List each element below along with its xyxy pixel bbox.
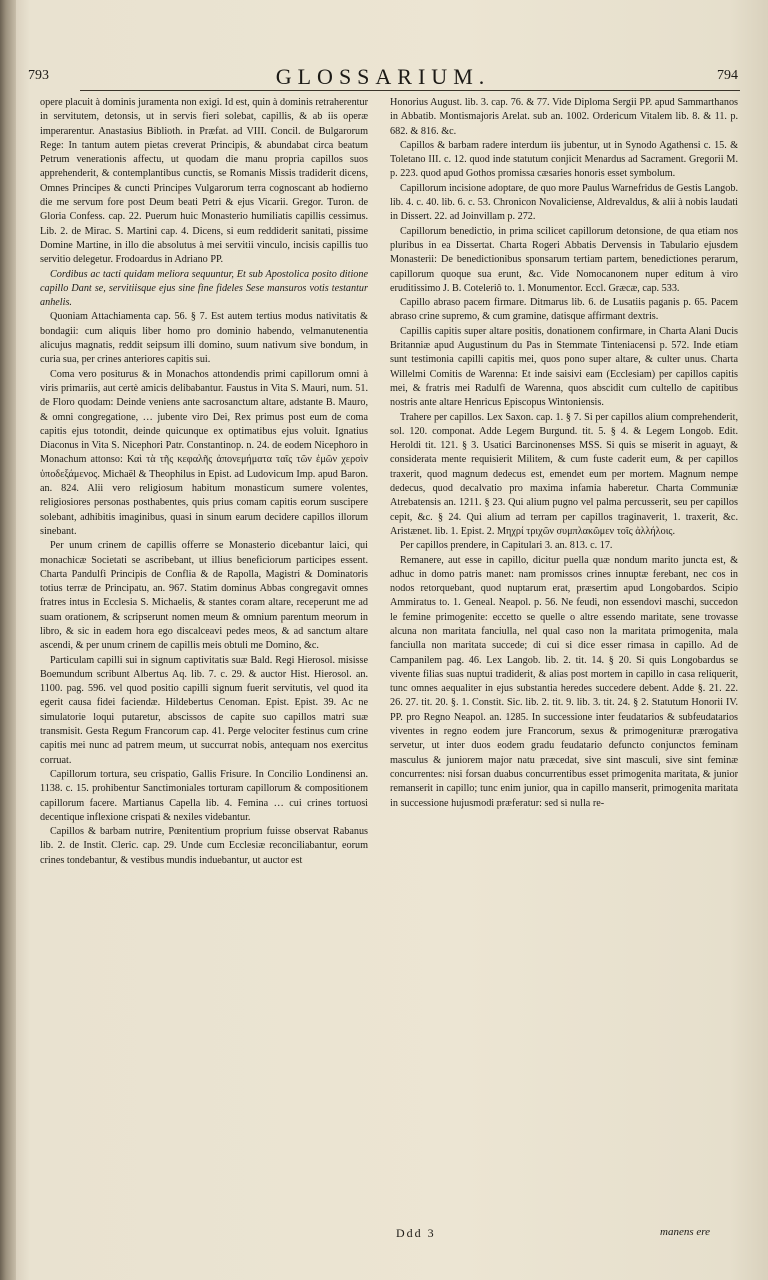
paragraph: opere placuit à dominis juramenta non exigi. Id est, quin à dominis retraherentur in servitutem, detonsis, ut in servis fieri solebat, capillis, & ab iis operæ imperarentur. Anastasius Biblioth. in Præfat. ad VIII. Concil. de Bulgarorum Rege: In tantum autem pietas creverat Principis, & abundabat circa beatum Petrum venerationis affectu, ut quodam die manu propria capillos suos apprehenderit, & contemplantibus cunctis, se Romanis Missis tradiderit dicens, Omnes Principes & cuncti Principes Vulgarorum terra cognoscant ab hodierno die me servum fore post Deum beati Petri & ejus Vicarii. Gregor. Turon. de Gloria Confess. cap. 22. Puerum huic Monasterio humiliatis capillis cessimus. Lib. 2. de Mirac. S. Martini cap. 4. Dicens, si eum reddiderit sanitati, pissime Domine Martine, in illo die absolutus à mei servitii vinculo, incisis capillis tuo servitio delegetur. Frodoardus in Adriano PP. [40, 97, 368, 266]
paragraph: Capillorum benedictio, in prima scilicet capillorum detonsione, de qua etiam nos pluribus in ea Dissertat. Charta Rogeri Abbatis Dervensis in Tabulario ejusdem Monasterii: De benedictionibus sponsarum tertiam partem, benedictiones perarum, capillorum quoque sua erunt, &c. Vide Nomocanonem nuper editum à viro eruditissimo J. B. Coteleriô to. 1. Monumentor. Eccl. Græcæ, cap. 533. [390, 225, 738, 294]
book-gutter [0, 0, 16, 1280]
paragraph: Per capillos prendere, in Capitulari 3. an. 813. c. 17. [400, 540, 613, 552]
left-text-column [40, 96, 368, 1236]
running-header [28, 64, 738, 92]
left-page-number: 793 [28, 68, 49, 83]
paragraph: Capillos & barbam radere interdum iis jubentur, ut in Synodo Agathensi c. 15. & Toletano III. c. 12. quod inde statutum conjicit Menardus ad Sacrament. Gregorii M. p. 223. quod apud Gothos promissa cæsaries honoris esset symbolum. [390, 139, 738, 180]
paragraph: Honorius August. lib. 3. cap. 76. & 77. Vide Diploma Sergii PP. apud Sammarthanos in Abbatib. Montismajoris Arelat. sub an. 1002. Ordericum Vitalem lib. 8. & 11. p. 682. & 816. &c. [390, 97, 738, 137]
paragraph: Remanere, aut esse in capillo, dicitur puella quæ nondum marito juncta est, & adhuc in domo patris manet: nam promissos crines innuptæ ferebant, nec cos in nodos retorquebant, quod nuptarum erat, præsertim apud Longobardos. Scipio Ammiratus to. 1. Geneal. Neapol. p. 56. Ne feudi, non essendovi maschi, succedon le femine primogenite: eccetto se quelle o altre essendo maritate, sene trovasse alcuna non maritata fanciulla, nel qual caso non la maritata primogenita, mala fanciulla non maritata succede; di cui si dice esser rimasa in capillo. Ad de Campanilem pag. 46. Lex Langob. lib. 2. tit. 14. § 20. Si quis Longobardus se vivente filias suas nuptui tradiderit, & alias post mortem in capillo in casa reliquerit, tunc omnes aequaliter in ejus substantia heredes succedere debent. Adde §. 21. 22. 26. 27. tit. 20. §. 1. Constit. Sic. lib. 2. tit. 9. lib. 3. tit. 24. § 2. Statutum Honorii IV. PP. pro Regno Neapol. an. 1285. In successione inter feudatarios & subfeudatarios viventes in regno eodem jure Francorum, sexus & primogenituræ prærogativa servetur, ut inter duos eodem gradu feudatario defuncto conjunctos feminam masculus & juniorem major natu præcedat, sive sint masculi, sive sint feminæ concurrentes: nisi forsan duabus concurrentibus esset primogenita maritata, & junior remanserit in capillo; tunc enim junior, qua in capillo manserit, primogenita maritata in successione hujusmodi præferatur: sed si nulla re- [390, 554, 738, 809]
paragraph: Cordibus ac tacti quidam meliora sequuntur, Et sub Apostolica posito ditione capillo Dant se, servitiisque ejus sine fine fideles Sese mansuros votis testantur anhelis. [40, 268, 368, 309]
paragraph: Trahere per capillos. Lex Saxon. cap. 1. § 7. Si per capillos alium comprehenderit, sol. 120. componat. Adde Legem Burgund. tit. 5. § 4. & Legem Longob. Edit. Heroldi tit. 121. § 3. Usatici Barcinonenses MSS. Si quis se miserit in aguayt, & considerata mente requisierit Militem, & cum fuste caderit eum, & per capillos traxerit, quod magnum dedecus est, emendet eum per mortem. Magnum nempe dedecus, quod decalvatio pro maxima infamia haberetur. Charta Communiæ Atrebatensis an. 1211. § 23. Qui alium pugno vel palma percusserit, seu per capillos cepit, &c. § 24. Qui alium ad terram per capillos traginaverit, 1. traxerit, &c. Aristænet. lib. 1. Epist. 2. Μηχρί τριχῶν συμπλακῶμεν τοῖς ἀλλήλοις. [390, 411, 738, 537]
right-text-column [390, 96, 738, 1236]
paragraph: Capillorum incisione adoptare, de quo more Paulus Warnefridus de Gestis Langob. lib. 4. c. 40. lib. 6. c. 53. Chronicon Novaliciense, Aldrevaldus, & alii à nobis laudati in Dissert. 22. ad Joinvillam p. 272. [390, 182, 738, 223]
right-page-number: 794 [717, 68, 738, 83]
paragraph: Coma vero positurus & in Monachos attondendis primi capillorum omni à viris primariis, aut certè amicis delibabantur. Faustus in Vita S. Mauri, num. 51. de Floro quodam: Deinde veniens ante sacrosanctum altare, adstante B. Mauro, & omni congregatione, … jubente viro Dei, Rex primus post eum de coma capitis ejus totondit, deinde quicunque ex optimatibus ejus voluit. Ignatius Diaconus in Vita S. Nicephori Patr. Constantinop. n. 24. de eodem Nicephoro in Monachum attonso: Καὶ τὰ τῆς κεφαλῆς ἀπονεμήματα ταῖς τῶν ἐμῶν χερσὶν ὑποδεξάμενος. Michaël & Theophilus in Epist. ad Ludovicum Imp. apud Baron. an. 824. Alii vero religiosum habitum monasticum sumere volentes, religiosiores personas posthabentes, quis prius comam capitis eorum suscipere solebant, adhibitis imaginibus, quasi in sinum earum decidere capillos illorum sinebant. [40, 368, 368, 537]
paragraph: Capillis capitis super altare positis, donationem confirmare, in Charta Alani Ducis Britanniæ apud Augustinum du Pas in Stemmate Tinteniacensi p. 572. Inde etiam sunt testimonia capilli capitis mei, quos pono super altare, & culter unus. Charta Willelmi Comitis de Warenna: Et inde saisivi eam (Ecclesiam) per capillos capitis mei, & fratris mei Radulfi de Warenna, quos abscidit cum cultello de capitibus nostris ante altare Henricus Episcopus Wintoniensis. [390, 325, 738, 409]
signature-mark: Ddd 3 [396, 1226, 436, 1240]
header-rule [80, 90, 740, 91]
paragraph: Quoniam Attachiamenta cap. 56. § 7. Est autem tertius modus nativitatis & bondagii: cum aliquis liber homo pro dominio habendo, velmanutenentia alicujus magnatis, reddit seipsum illi domino, suum nativum sive bondum, in curia sua, per crines anteriores capitis sui. [40, 311, 368, 366]
paragraph: Capillos & barbam nutrire, Pœnitentium proprium fuisse observat Rabanus lib. 2. de Instit. Cleric. cap. 29. Unde cum Ecclesiæ reconciliabantur, eorum crines tondebantur, & vestibus mundis induebantur, ut auctor est [40, 826, 368, 866]
page-title: GLOSSARIUM. [275, 64, 491, 89]
paragraph: Particulam capilli sui in signum captivitatis suæ Bald. Regi Hierosol. misisse Boemundum scribunt Albertus Aq. lib. 7. c. 29. & auctor Hist. Hierosol. an. 1100. pag. 596. vel quod positio capilli signum fuerit servitutis, vel quod ita egerit causa fidei faciendæ. Hildebertus Cenoman. Epist. Epist. 39. Ac ne simulatorie loqui putaretur, abscissos de capite suo capillos matri suæ transmisit. Gesta Regum Francorum cap. 41. Perge velociter festinus cum crine capitis mei nunc ad patrem meum, ut succurrat nobis, antequam nos exercitus corruat. [40, 654, 368, 766]
paragraph: Capillo abraso pacem firmare. Ditmarus lib. 6. de Lusatiis paganis p. 65. Pacem abraso crine supremo, & cum gramine, datisque affirmant dextris. [390, 297, 738, 323]
paragraph: Per unum crinem de capillis offerre se Monasterio dicebantur laici, qui monachicæ Societati se ascribebant, ut illius beneficiorum participes essent. Charta Pandulfi Principis de Conflia & de Rapolla, Magistri & Dominatoris totius terræ de Principatu, an. 967. Statim dominus Abbas congregavit omnes fratres intus in Ecclesia S. Michaelis, & stantes coram altare, receperunt me ad suam orationem, & scripserunt nomen meum & omnium parentum meorum in libro, & sic in eadem hora ego discalceavi pedes meos, & ad sanctum altare ascendi, & per unum crinem de capillis meis obtuli me Domino, &c. [40, 540, 368, 652]
catchword: manens ere [660, 1226, 710, 1238]
paragraph: Capillorum tortura, seu crispatio, Gallis Frisure. In Concilio Londinensi an. 1138. c. 15. prohibentur Sanctimoniales torturam capillorum & compositionem capillorum facere. Martianus Capella lib. 4. Femina … cui crines tortuosi decentique inflexione crispati & nexiles videbantur. [40, 768, 368, 823]
